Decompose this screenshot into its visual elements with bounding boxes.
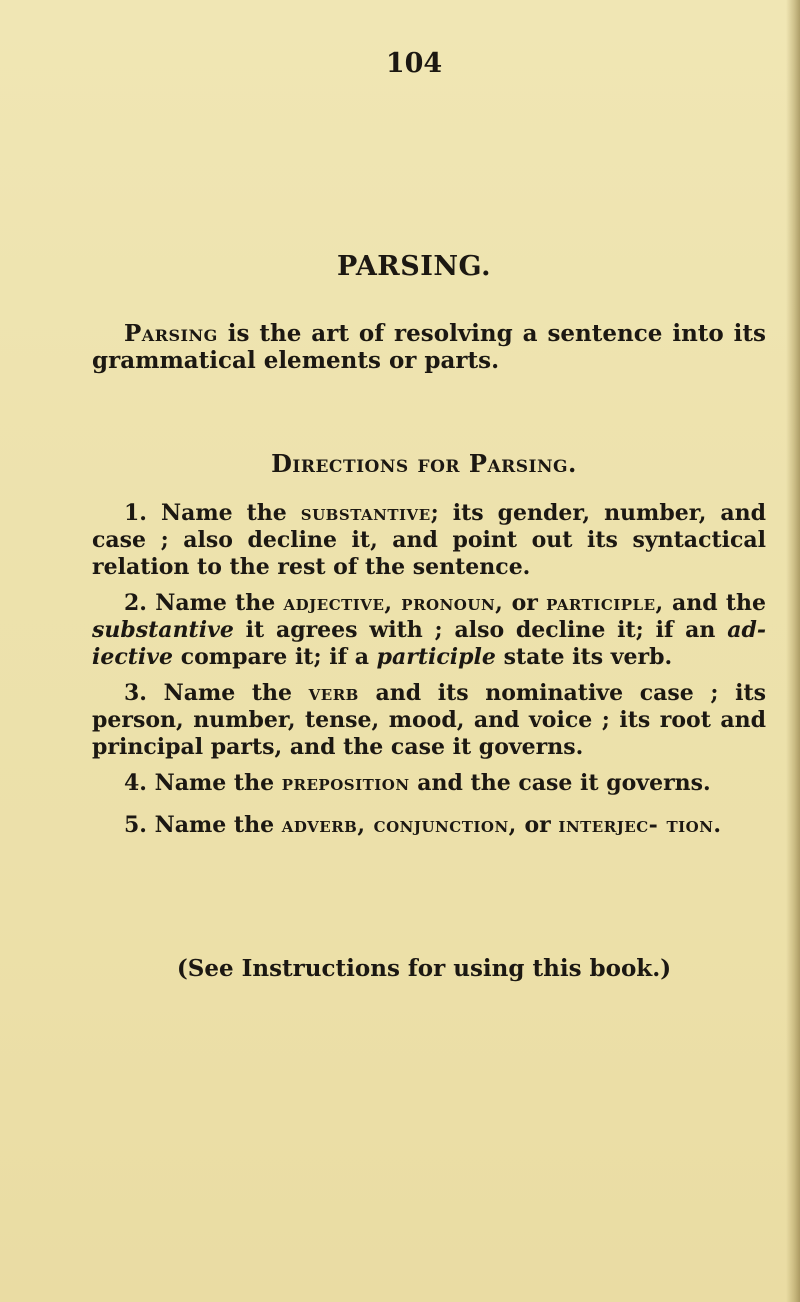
- direction-text: compare it; if a: [173, 644, 377, 670]
- direction-term: preposition: [281, 770, 410, 796]
- direction-term: adjective, pronoun,: [283, 590, 504, 616]
- direction-italic: participle: [376, 644, 496, 670]
- direction-text: state its verb.: [495, 644, 673, 670]
- directions-subheading: Directions for Parsing.: [271, 449, 577, 478]
- direction-italic: substantive: [92, 617, 234, 643]
- direction-term: substantive: [300, 500, 431, 526]
- direction-text: Name the: [146, 812, 282, 838]
- direction-text: and the case it governs.: [409, 770, 711, 796]
- intro-paragraph: [92, 320, 766, 374]
- direction-text: and its nominative case ; its person, number, tense, mood, and voice ; its root and principal parts, and the case it governs.: [92, 680, 766, 760]
- direction-text: or: [503, 590, 547, 616]
- direction-text: it agrees with ; also decline it; if an: [233, 617, 728, 643]
- page-edge-shadow: [786, 0, 800, 1302]
- direction-number: 2.: [124, 590, 147, 616]
- intro-text: is the art of resolving a sentence into its grammatical elements or parts.: [92, 320, 766, 374]
- direction-text: and the: [663, 590, 766, 616]
- intro-term: Parsing: [124, 320, 218, 347]
- direction-number: 5.: [124, 812, 147, 838]
- direction-number: 3.: [124, 680, 147, 706]
- direction-term: adverb, conjunction,: [281, 812, 517, 838]
- direction-text: or: [516, 812, 559, 838]
- direction-text: Name the: [146, 500, 301, 526]
- instructions-note: (See Instructions for using this book.): [176, 955, 672, 982]
- direction-item-2: [92, 590, 766, 671]
- direction-text: Name the: [146, 770, 282, 796]
- direction-text: Name the: [146, 680, 309, 706]
- direction-item-4: [92, 770, 766, 797]
- direction-item-5: [92, 812, 766, 839]
- direction-text: Name the: [146, 590, 284, 616]
- direction-term: interjec- tion.: [558, 812, 722, 838]
- direction-italic: ad- iective: [92, 617, 766, 670]
- direction-number: 4.: [124, 770, 147, 796]
- direction-number: 1.: [124, 500, 147, 526]
- page-number: 104: [385, 48, 443, 79]
- direction-text: ; its gender, number, and case ; also decline it, and point out its syntactical relation to the rest of the sentence.: [92, 500, 766, 580]
- direction-item-3: [92, 680, 766, 761]
- direction-item-1: [92, 500, 766, 581]
- direction-term: verb: [308, 680, 359, 706]
- direction-term: participle,: [546, 590, 664, 616]
- section-heading: PARSING.: [336, 251, 492, 282]
